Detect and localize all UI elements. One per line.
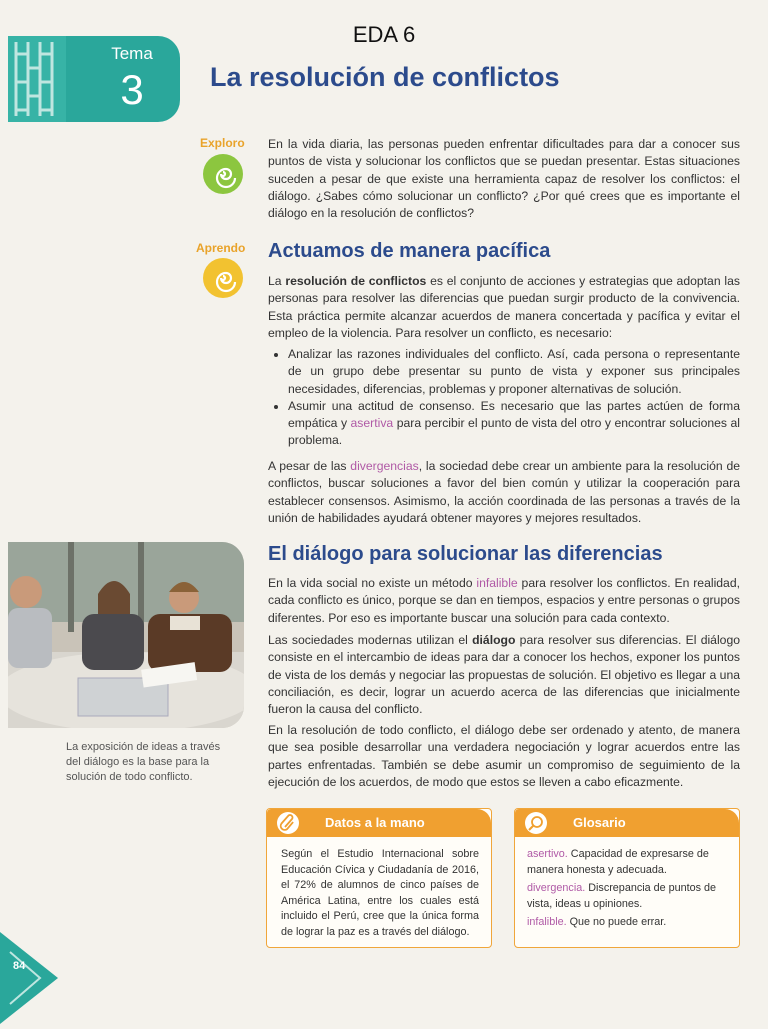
page-title: La resolución de conflictos bbox=[210, 62, 560, 92]
dialogue-paragraph-2: Las sociedades modernas utilizan el diálogo para resolver sus diferencias. El diálogo consiste en el intercambio de ideas para dar a conocer los hechos, exponer los puntos de vista de los demás y negociar las propuestas de solución. El objetivo es llegar a una conciliación, es decir, lograr un acuerdo acerca de las diferencias que inicialmente fueron la causa del conflicto. bbox=[268, 633, 740, 717]
greek-fret-decoration bbox=[8, 36, 66, 122]
learn-spiral-icon bbox=[203, 258, 243, 298]
glossary-entries bbox=[527, 847, 731, 931]
datos-box-header bbox=[267, 809, 491, 837]
explore-text: En la vida diaria, las personas pueden enfrentar dificultades para dar a conocer sus puntos de vista y solucionar los conflictos que se puedan presentar. Estas situaciones suceden a pesar de que existe una herramienta capaz de resolver los conflictos: el diálogo. ¿Sabes cómo solucionar un conflicto? ¿Por qué crees que es importante el diálogo en la resolución de conflictos? bbox=[268, 137, 740, 221]
section-heading-dialogue: El diálogo para solucionar las diferencias bbox=[268, 543, 663, 565]
students-dialogue-photo bbox=[8, 542, 244, 728]
eda-header: EDA 6 bbox=[352, 22, 416, 47]
learn-bullet-list bbox=[268, 346, 740, 450]
explore-label: Exploro bbox=[200, 136, 245, 150]
tema-number: 3 bbox=[120, 66, 144, 113]
datos-text: Según el Estudio Internacional sobre Educación Cívica y Ciudadanía de 2016, el 72% de alumnos de cinco países de América Latina, entre los cuales está incluido el Perú, cree que la única forma de lograr la paz es a través del diálogo. bbox=[281, 848, 479, 938]
dialogue-paragraph-3: En la resolución de todo conflicto, el diálogo debe ser ordenado y atento, de manera que sea posible desarrollar una verdadera negociación y lograr acuerdos entre las partes enfrentadas. También se debe asumir un compromiso de seguimiento de la ejecución de los acuerdos, de modo que estos se lleven a cabo eficazmente. bbox=[268, 723, 740, 789]
list-item: • Analizar las razones individuales del conflicto. Así, cada persona o representante de un grupo debe presentar su punto de vista y exponer sus principales necesidades, diferencias, problemas y proponer alternativas de solución. bbox=[288, 346, 740, 398]
learn-paragraph-2: A pesar de las divergencias, la sociedad debe crear un ambiente para la resolución de conflictos, buscar soluciones a favor del bien común y utilizar la cooperación para establecer consensos. Asimismo, la acción coordinada de las personas a través de la unión de habilidades ayudará obtener mayores y mejores resultados. bbox=[268, 459, 740, 525]
section-heading-peaceful: Actuamos de manera pacífica bbox=[268, 240, 551, 262]
photo-caption: La exposición de ideas a través del diálogo es la base para la solución de todo conflicto. bbox=[66, 741, 221, 783]
glossary-entry: asertivo. Capacidad de expresarse de manera honesta y adecuada. bbox=[527, 848, 709, 876]
bold-term: diálogo bbox=[472, 633, 516, 647]
page-number: 84 bbox=[13, 960, 26, 972]
explore-spiral-icon bbox=[203, 154, 243, 194]
glossary-term: asertiva bbox=[350, 416, 394, 431]
list-item: • Asumir una actitud de consenso. Es necesario que las partes actúen de forma empática y asertiva para percibir el punto de vista del otro y encontrar soluciones al problema. bbox=[288, 398, 740, 450]
learn-label: Aprendo bbox=[196, 241, 246, 255]
datos-box bbox=[266, 808, 492, 948]
glossary-entry: infalible. Que no puede errar. bbox=[527, 916, 667, 928]
bold-term: resolución de conflictos bbox=[285, 274, 427, 288]
glossary-entry: divergencia. Discrepancia de puntos de vista, ideas u opiniones. bbox=[527, 882, 717, 910]
glossary-term: divergencias bbox=[350, 459, 419, 473]
glossary-box bbox=[514, 808, 740, 948]
paperclip-icon bbox=[277, 812, 299, 834]
page-corner-decoration bbox=[0, 932, 58, 1029]
tema-label: Tema bbox=[111, 44, 153, 63]
glossary-title: Glosario bbox=[573, 815, 626, 830]
datos-title: Datos a la mano bbox=[325, 815, 425, 830]
learn-paragraph-1: La resolución de conflictos es el conjunto de acciones y estrategias que adoptan las personas para resolver las diferencias que puedan surgir producto de la convivencia. Esta práctica permite alcanzar acuerdos de manera concertada y pacífica y evitar el empleo de la violencia. Para resolver un conflicto, es necesario: bbox=[268, 274, 740, 340]
glossary-term: infalible bbox=[476, 576, 518, 590]
glossary-box-header bbox=[515, 809, 739, 837]
dialogue-paragraph-1: En la vida social no existe un método infalible para resolver los conflictos. En realidad, cada conflicto es único, porque se dan en tiempos, espacios y entre personas o grupos diferentes. Por eso es importante buscar una solución para cada contexto. bbox=[268, 576, 740, 625]
magnifier-icon bbox=[525, 812, 547, 834]
